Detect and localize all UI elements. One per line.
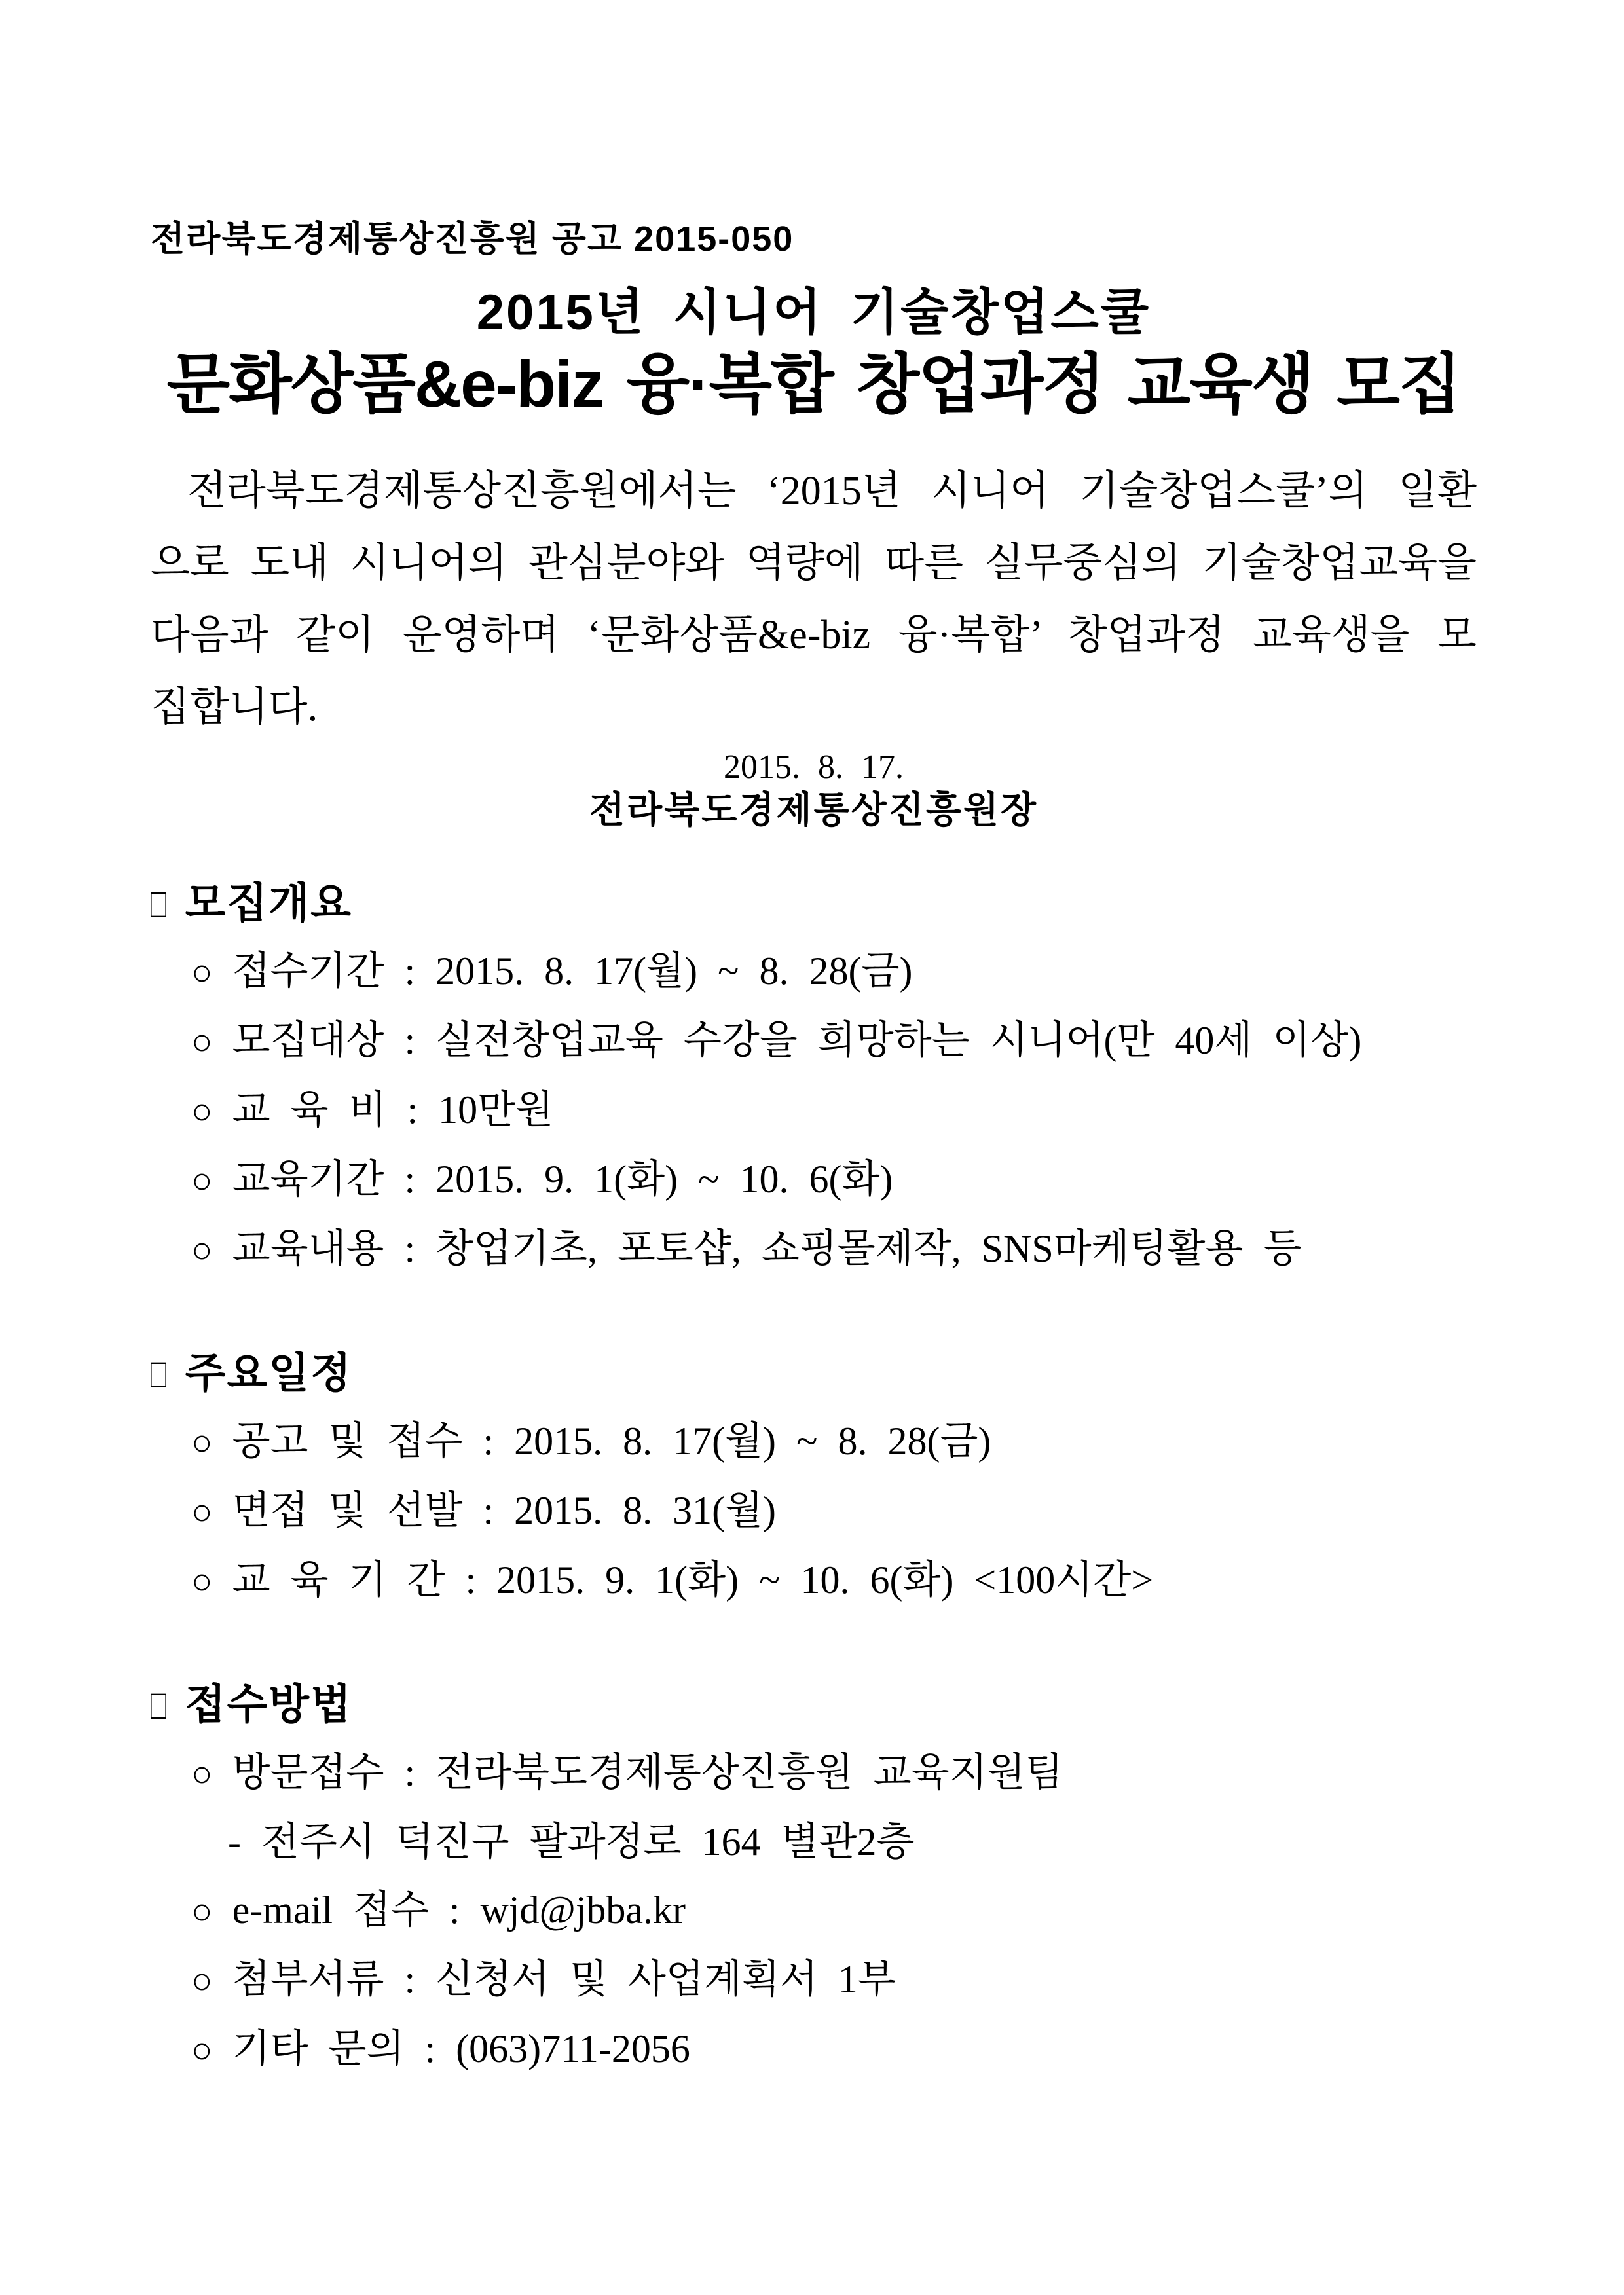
circle-bullet-icon: ○ bbox=[191, 951, 213, 993]
circle-bullet-icon: ○ bbox=[191, 1160, 213, 1202]
document-subtitle: 2015년 시니어 기술창업스쿨 bbox=[476, 285, 1151, 340]
list-item-education-period-hours bbox=[151, 1555, 1477, 1606]
section-title: 모집개요 bbox=[185, 879, 352, 927]
square-bullet-icon: □ bbox=[151, 879, 168, 927]
square-bullet-icon: □ bbox=[151, 1349, 168, 1397]
list-item-text: 접수기간 : 2015. 8. 17(월) ~ 8. 28(금) bbox=[232, 949, 913, 993]
list-item-text: 첨부서류 : 신청서 및 사업계획서 1부 bbox=[232, 1958, 896, 2001]
section-heading-key-schedule bbox=[151, 1348, 1477, 1398]
list-item-address: - 전주시 덕진구 팔과정로 164 별관2층 bbox=[228, 1820, 915, 1864]
section-heading-application-method bbox=[151, 1680, 1477, 1729]
list-item-application-period bbox=[151, 946, 1477, 997]
circle-bullet-icon: ○ bbox=[191, 2029, 213, 2071]
circle-bullet-icon: ○ bbox=[191, 1560, 213, 1602]
intro-paragraph-line-3: 다음과 같이 운영하며 ‘문화상품&e-biz 융·복합’ 창업과정 교육생을 모 bbox=[151, 613, 1477, 657]
circle-bullet-icon: ○ bbox=[191, 1491, 213, 1533]
list-item-text: 방문접수 : 전라북도경제통상진흥원 교육지원팀 bbox=[232, 1751, 1063, 1794]
list-item-email-application bbox=[151, 1885, 1477, 1936]
intro-paragraph-line-4: 집합니다. bbox=[151, 685, 318, 729]
list-item-text: 교육내용 : 창업기초, 포토샵, 쇼핑몰제작, SNS마케팅활용 등 bbox=[232, 1227, 1302, 1270]
list-item-target bbox=[151, 1016, 1477, 1067]
list-item-text: 모집대상 : 실전창업교육 수강을 희망하는 시니어(만 40세 이상) bbox=[232, 1019, 1362, 1062]
section-title: 접수방법 bbox=[185, 1681, 352, 1728]
section-title: 주요일정 bbox=[185, 1349, 352, 1397]
section-heading-recruitment-overview bbox=[151, 878, 1477, 928]
circle-bullet-icon: ○ bbox=[191, 1422, 213, 1463]
notice-number: 전라북도경제통상진흥원 공고 2015-050 bbox=[151, 219, 794, 259]
list-item-text: 면접 및 선발 : 2015. 8. 31(월) bbox=[232, 1489, 777, 1532]
list-item-text: 교 육 기 간 : 2015. 9. 1(화) ~ 10. 6(화) <100시간> bbox=[232, 1558, 1154, 1602]
list-item-tuition bbox=[151, 1085, 1477, 1136]
section-application-method bbox=[151, 1680, 1477, 2075]
circle-bullet-icon: ○ bbox=[191, 1021, 213, 1063]
list-item-text: 교육기간 : 2015. 9. 1(화) ~ 10. 6(화) bbox=[232, 1158, 893, 1201]
list-item-text: e-mail 접수 : wjd@jbba.kr bbox=[232, 1888, 686, 1932]
list-item-text: 교 육 비 : 10만원 bbox=[232, 1088, 554, 1131]
circle-bullet-icon: ○ bbox=[191, 1090, 213, 1132]
list-item-education-content bbox=[151, 1224, 1477, 1275]
list-item-text: 공고 및 접수 : 2015. 8. 17(월) ~ 8. 28(금) bbox=[232, 1420, 991, 1463]
square-bullet-icon: □ bbox=[151, 1681, 168, 1728]
list-item-other-inquiry bbox=[151, 2024, 1477, 2075]
list-item-education-period bbox=[151, 1154, 1477, 1205]
list-item-attachments bbox=[151, 1955, 1477, 2006]
intro-paragraph-line-1: 전라북도경제통상진흥원에서는 ‘2015년 시니어 기술창업스쿨’의 일환 bbox=[187, 469, 1477, 513]
document-title: 문화상품&e-biz 융·복합 창업과정 교육생 모집 bbox=[166, 348, 1461, 421]
section-key-schedule bbox=[151, 1348, 1477, 1606]
intro-paragraph bbox=[151, 455, 1477, 743]
circle-bullet-icon: ○ bbox=[191, 1753, 213, 1795]
circle-bullet-icon: ○ bbox=[191, 1890, 213, 1932]
circle-bullet-icon: ○ bbox=[191, 1960, 213, 2002]
issuer-signature: 전라북도경제통상진흥원장 bbox=[589, 789, 1039, 830]
list-item-text: 기타 문의 : (063)711-2056 bbox=[232, 2027, 690, 2070]
section-recruitment-overview bbox=[151, 878, 1477, 1275]
circle-bullet-icon: ○ bbox=[191, 1229, 213, 1271]
list-item-visit-application bbox=[151, 1748, 1477, 1867]
list-item-interview-selection bbox=[151, 1486, 1477, 1537]
intro-paragraph-line-2: 으로 도내 시니어의 관심분야와 역량에 따른 실무중심의 기술창업교육을 bbox=[151, 541, 1477, 585]
issue-date: 2015. 8. 17. bbox=[724, 748, 904, 786]
list-item-notice-and-application bbox=[151, 1416, 1477, 1467]
